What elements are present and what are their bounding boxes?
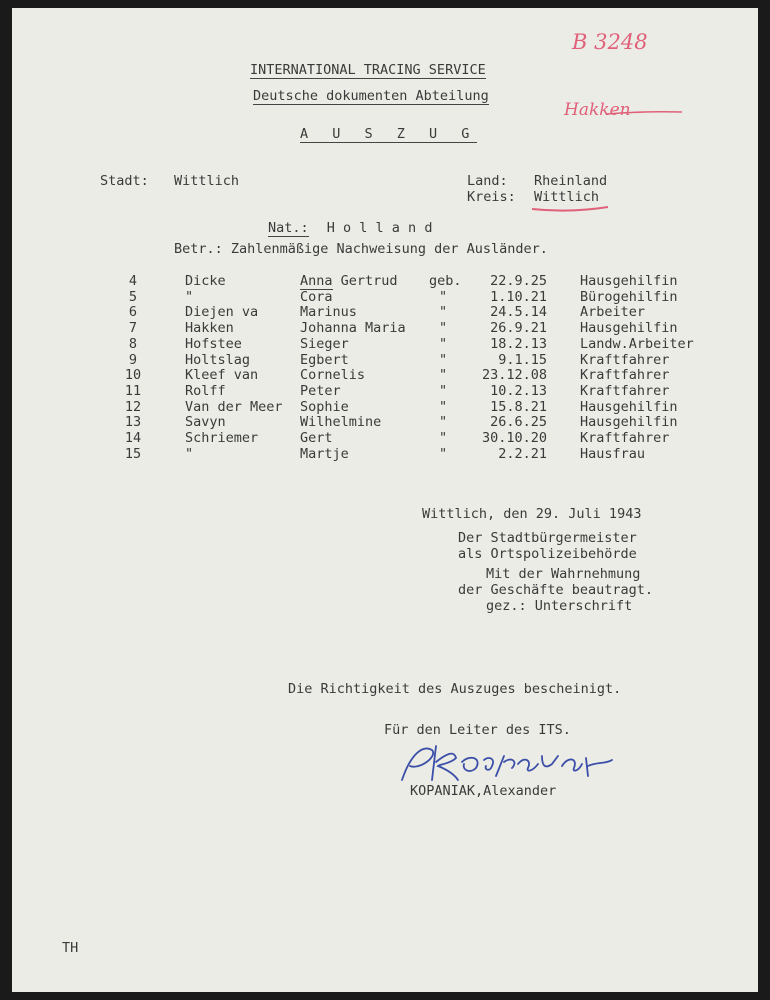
entry-number: 13 — [124, 414, 142, 431]
signatory-name: KOPANIAK,Alexander — [410, 783, 557, 799]
entry-given-name: Sophie — [300, 398, 349, 415]
stadt-value: Wittlich — [174, 173, 240, 189]
entry-given-name: Cora — [300, 288, 333, 305]
certification-text: Die Richtigkeit des Auszuges bescheinigt. — [288, 681, 622, 697]
table-row — [12, 320, 758, 336]
entry-occupation: Arbeiter — [580, 304, 646, 321]
document-page — [12, 8, 758, 992]
entry-birth-marker: " — [439, 335, 448, 352]
entry-birth-date: 22.9.25 — [490, 273, 547, 289]
entry-given-name: Martje — [300, 445, 349, 462]
entry-given-name: Cornelis — [300, 367, 366, 384]
header-department: Deutsche dokumenten Abteilung — [253, 88, 489, 104]
table-row — [12, 430, 758, 446]
entry-occupation: Hausgehilfin — [580, 320, 678, 337]
entry-birth-marker: " — [439, 351, 448, 368]
margin-note-text: Hakken — [564, 100, 631, 120]
entry-surname: Hofstee — [185, 335, 242, 352]
nat-label: Nat.: — [268, 220, 309, 236]
land-value: Rheinland — [534, 173, 608, 189]
entry-surname: " — [185, 445, 194, 462]
margin-name-annotation — [564, 100, 631, 120]
entry-occupation: Hausfrau — [580, 445, 646, 462]
entry-occupation: Hausgehilfin — [580, 273, 678, 289]
table-row — [12, 304, 758, 320]
entry-birth-date: 26.9.21 — [490, 320, 547, 337]
entry-surname: Dicke — [185, 273, 226, 289]
entry-birth-date: 15.8.21 — [490, 398, 547, 415]
archive-code-annotation: B 3248 — [572, 30, 648, 54]
entry-birth-date: 23.12.08 — [481, 367, 547, 384]
entry-birth-marker: " — [439, 398, 448, 415]
entry-number: 12 — [124, 398, 142, 415]
entry-birth-date: 10.2.13 — [490, 382, 547, 399]
entry-given-name: Marinus — [300, 304, 357, 321]
entry-birth-date: 26.6.25 — [490, 414, 547, 431]
entry-birth-date: 24.5.14 — [490, 304, 547, 321]
entry-given-name: Wilhelmine — [300, 414, 382, 431]
entry-surname: Kleef van — [185, 367, 259, 384]
entry-given-name: Peter — [300, 382, 341, 399]
entry-surname: Savyn — [185, 414, 226, 431]
entry-number: 10 — [124, 367, 142, 384]
entry-number: 14 — [124, 430, 142, 446]
entry-birth-date: 18.2.13 — [490, 335, 547, 352]
entry-occupation: Kraftfahrer — [580, 430, 670, 446]
entry-occupation: Landw.Arbeiter — [580, 335, 694, 352]
table-row — [12, 414, 758, 430]
land-label: Land: — [467, 173, 508, 189]
office-line-1: Der Stadtbürgermeister — [458, 530, 637, 546]
entry-surname: Schriemer — [185, 430, 259, 446]
mandate-line-1: Mit der Wahrnehmung — [486, 566, 641, 582]
kreis-label: Kreis: — [467, 189, 516, 205]
margin-note-stroke — [604, 108, 684, 118]
entry-number: 11 — [124, 382, 142, 399]
entry-occupation: Hausgehilfin — [580, 398, 678, 415]
subject-line: Betr.: Zahlenmäßige Nachweisung der Ausländer. — [174, 241, 548, 257]
entry-birth-marker: " — [439, 414, 448, 431]
table-row — [12, 289, 758, 305]
entry-surname: Diejen va — [185, 304, 259, 321]
entry-birth-marker: " — [439, 382, 448, 399]
mandate-line-2: der Geschäfte beautragt. — [458, 582, 654, 598]
entry-surname: Rolff — [185, 382, 226, 399]
entry-given-name: Anna Gertrud — [300, 273, 398, 289]
entry-given-name: Gert — [300, 430, 333, 446]
entry-birth-date: 9.1.15 — [498, 351, 547, 368]
entry-birth-marker: " — [439, 320, 448, 337]
entry-given-name: Egbert — [300, 351, 349, 368]
table-row — [12, 273, 758, 289]
stadt-label: Stadt: — [100, 173, 149, 189]
place-date: Wittlich, den 29. Juli 1943 — [422, 506, 642, 522]
kreis-value: Wittlich — [534, 189, 600, 205]
entry-number: 6 — [128, 304, 138, 321]
entry-number: 4 — [128, 273, 138, 289]
entry-surname: " — [185, 288, 194, 305]
entry-surname: Hakken — [185, 320, 234, 337]
footer-initials: TH — [62, 940, 79, 956]
handwritten-signature — [392, 736, 622, 786]
table-row — [12, 399, 758, 415]
nat-line — [268, 220, 432, 236]
entry-birth-marker: " — [439, 367, 448, 384]
entry-number: 15 — [124, 445, 142, 462]
entry-birth-date: 2.2.21 — [498, 445, 547, 462]
entry-number: 5 — [128, 288, 138, 305]
nat-value: H o l l a n d — [326, 220, 433, 236]
entry-birth-marker: " — [439, 304, 448, 321]
entry-occupation: Bürogehilfin — [580, 288, 678, 305]
entry-given-name: Johanna Maria — [300, 320, 406, 337]
entry-surname: Van der Meer — [185, 398, 283, 415]
header-organization: INTERNATIONAL TRACING SERVICE — [250, 62, 486, 78]
entry-number: 8 — [128, 335, 138, 352]
table-row — [12, 383, 758, 399]
entry-birth-marker: geb. — [429, 273, 462, 289]
entry-birth-date: 30.10.20 — [481, 430, 547, 446]
table-row — [12, 336, 758, 352]
entry-surname: Holtslag — [185, 351, 251, 368]
entry-birth-marker: " — [439, 445, 448, 462]
entry-birth-date: 1.10.21 — [490, 288, 547, 305]
entry-occupation: Kraftfahrer — [580, 351, 670, 368]
table-row — [12, 352, 758, 368]
entry-number: 9 — [128, 351, 138, 368]
entry-occupation: Hausgehilfin — [580, 414, 678, 431]
entry-occupation: Kraftfahrer — [580, 382, 670, 399]
signed-line: gez.: Unterschrift — [486, 598, 633, 614]
table-row — [12, 367, 758, 383]
entry-number: 7 — [128, 320, 138, 337]
document-title: A U S Z U G — [300, 126, 478, 142]
table-row — [12, 446, 758, 462]
entry-birth-marker: " — [439, 288, 448, 305]
entry-given-name: Sieger — [300, 335, 349, 352]
office-line-2: als Ortspolizeibehörde — [458, 546, 637, 562]
kreis-underline-mark — [530, 204, 610, 214]
certification-for: Für den Leiter des ITS. — [384, 722, 571, 738]
entry-birth-marker: " — [439, 430, 448, 446]
entry-occupation: Kraftfahrer — [580, 367, 670, 384]
